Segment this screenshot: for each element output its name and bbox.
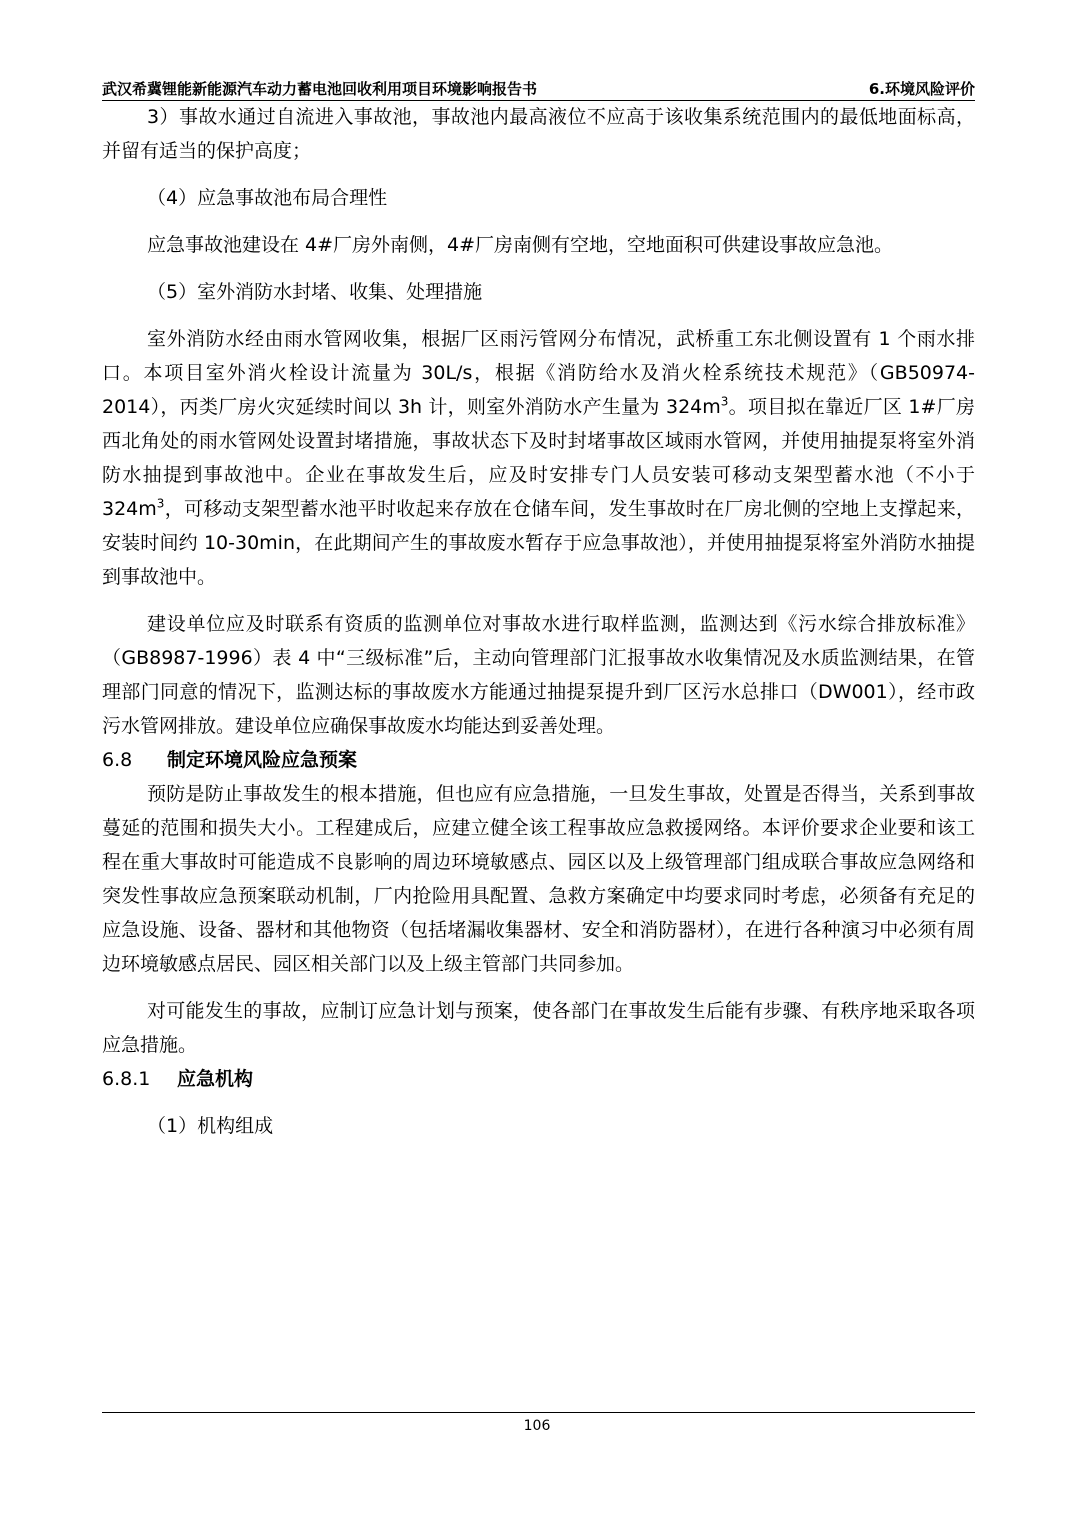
chapter-title: 6.环境风险评价: [868, 80, 975, 98]
subheading-1: （1）机构组成: [147, 1115, 274, 1137]
paragraph-3-part-c: ，可移动支架型蓄水池平时收起来存放在仓储车间，发生事故时在厂房北侧的空地上支撑起来，安装时间约 10-30min，在此期间产生的事故废水暂存于应急事故池），并使用抽提泵将室外消防水抽提到事故池中。: [102, 498, 975, 588]
page-number: 106: [523, 1418, 551, 1434]
section-heading-6-8-1: [102, 1062, 975, 1096]
subsection-number: 6.8.1: [102, 1068, 151, 1090]
superscript-1: 3: [720, 394, 729, 409]
page-header: [102, 76, 975, 101]
paragraph-5: 预防是防止事故发生的根本措施，但也应有应急措施，一旦发生事故，处置是否得当，关系到事故蔓延的范围和损失大小。工程建成后，应建立健全该工程事故应急救援网络。本评价要求企业要和该工程在重大事故时可能造成不良影响的周边环境敏感点、园区以及上级管理部门组成联合事故应急网络和突发性事故应急预案联动机制，厂内抢险用具配置、急救方案确定中均要求同时考虑，必须备有充足的应急设施、设备、器材和其他物资（包括堵漏收集器材、安全和消防器材），在进行各种演习中必须有周边环境敏感点居民、园区相关部门以及上级主管部门共同参加。: [102, 783, 975, 975]
section-number: 6.8: [102, 749, 133, 771]
paragraph-1: 3）事故水通过自流进入事故池，事故池内最高液位不应高于该收集系统范围内的最低地面标高，并留有适当的保护高度；: [102, 106, 975, 162]
document-title: 武汉希冀锂能新能源汽车动力蓄电池回收利用项目环境影响报告书: [102, 80, 538, 98]
subsection-title: 应急机构: [177, 1068, 254, 1090]
subheading-5: （5）室外消防水封堵、收集、处理措施: [147, 281, 483, 303]
footer-divider: [102, 1412, 975, 1413]
section-title: 制定环境风险应急预案: [167, 749, 358, 771]
paragraph-3: [102, 322, 975, 594]
paragraph-4: 建设单位应及时联系有资质的监测单位对事故水进行取样监测，监测达到《污水综合排放标准》（GB8987-1996）表 4 中“三级标准”后，主动向管理部门汇报事故水收集情况及水质监测结果，在管理部门同意的情况下，监测达标的事故废水方能通过抽提泵提升到厂区污水总排口（DW001），经市政污水管网排放。建设单位应确保事故废水均能达到妥善处理。: [102, 613, 975, 737]
paragraph-3-part-a: 室外消防水经由雨水管网收集，根据厂区雨污管网分布情况，武桥重工东北侧设置有 1 个雨水排口。本项目室外消火栓设计流量为 30L/s，根据《消防给水及消火栓系统技术规范》（GB50974-2014），丙类厂房火灾延续时间以 3h 计，则室外消防水产生量为 324m: [102, 328, 975, 418]
paragraph-6: 对可能发生的事故，应制订应急计划与预案，使各部门在事故发生后能有步骤、有秩序地采取各项应急措施。: [102, 1000, 975, 1056]
paragraph-2: 应急事故池建设在 4#厂房外南侧，4#厂房南侧有空地，空地面积可供建设事故应急池。: [147, 234, 894, 256]
page-content: [102, 100, 975, 1143]
paragraph-3-part-b: 。项目拟在靠近厂区 1#厂房西北角处的雨水管网处设置封堵措施，事故状态下及时封堵事故区域雨水管网，并使用抽提泵将室外消防水抽提到事故池中。企业在事故发生后，应及时安排专门人员安装可移动支架型蓄水池（不小于 324m: [102, 396, 975, 520]
superscript-2: 3: [156, 496, 165, 511]
section-heading-6-8: [102, 743, 975, 777]
subheading-4: （4）应急事故池布局合理性: [147, 187, 388, 209]
